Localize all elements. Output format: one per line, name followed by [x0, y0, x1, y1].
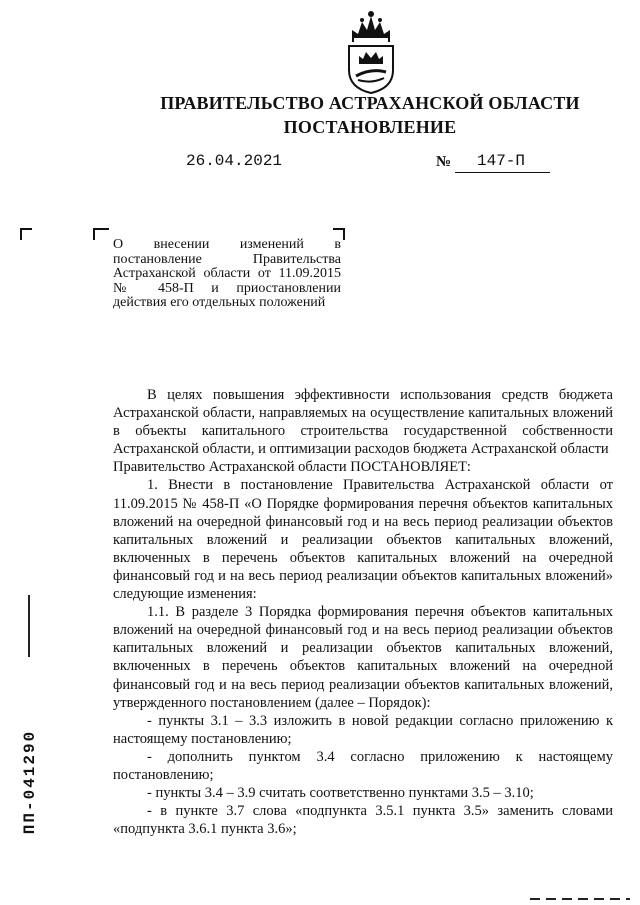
margin-line	[28, 595, 30, 657]
document-type: ПОСТАНОВЛЕНИЕ	[283, 117, 457, 137]
body-paragraph: - пункты 3.4 – 3.9 считать соответственно пунктами 3.5 – 3.10;	[147, 785, 534, 802]
bottom-dash-line	[530, 898, 630, 900]
coat-of-arms-icon	[344, 8, 398, 94]
body-paragraph: - пункты 3.1 – 3.3 изложить в новой редакции согласно приложению к настоящему постановлению;	[113, 712, 613, 747]
number-label: №	[436, 154, 452, 170]
corner-mark	[20, 228, 32, 240]
body-paragraph: Правительство Астраханской области ПОСТАНОВЛЯЕТ:	[113, 459, 471, 476]
document-date: 26.04.2021	[186, 152, 283, 170]
body-paragraph: - в пункте 3.7 слова «подпункта 3.5.1 пункта 3.5» заменить словами «подпункта 3.6.1 пункта 3.6»;	[113, 803, 613, 838]
body-paragraph: - дополнить пунктом 3.4 согласно приложению к настоящему постановлению;	[113, 748, 613, 783]
serial-number-text: ПП-041290	[21, 729, 39, 835]
document-number: 147-П	[477, 152, 526, 170]
government-title: ПРАВИТЕЛЬСТВО АСТРАХАНСКОЙ ОБЛАСТИ	[160, 93, 580, 113]
document-body	[113, 386, 613, 838]
number-underline	[455, 172, 550, 173]
body-paragraph: В целях повышения эффективности использования средств бюджета Астраханской области, направляемых на осуществление капитальных вложений в объекты капитального строительства государственной собственности Астраханской области, и оптимизации расходов бюджета Астраханской области	[113, 387, 613, 458]
body-paragraph: 1. Внести в постановление Правительства Астраханской области от 11.09.2015 № 458-П «О Порядке формирования перечня объектов капитальных вложений на очередной финансовый год и на весь период реализации объектов капитальных вложений и реализации объектов капитальных вложений, включенных в перечень объектов капитальных вложений на очередной финансовый год и на весь период реализации объектов капитальных вложений» следующие изменения:	[113, 477, 613, 603]
document-subject: О внесении изменений в постановление Правительства Астраханской области от 11.09.2015 № 458-П и приостановлении действия его отдельных положений	[113, 237, 341, 310]
body-paragraph: 1.1. В разделе 3 Порядка формирования перечня объектов капитальных вложений на очередной финансовый год и на весь период реализации объектов капитальных вложений и реализации объектов капитальных вложений, включенных в перечень объектов капитальных вложений на очередной финансовый год и на весь период реализации объектов капитальных вложений, утвержденного постановлением (далее – Порядок):	[113, 604, 613, 711]
serial-number	[20, 712, 40, 852]
corner-mark	[103, 228, 109, 230]
